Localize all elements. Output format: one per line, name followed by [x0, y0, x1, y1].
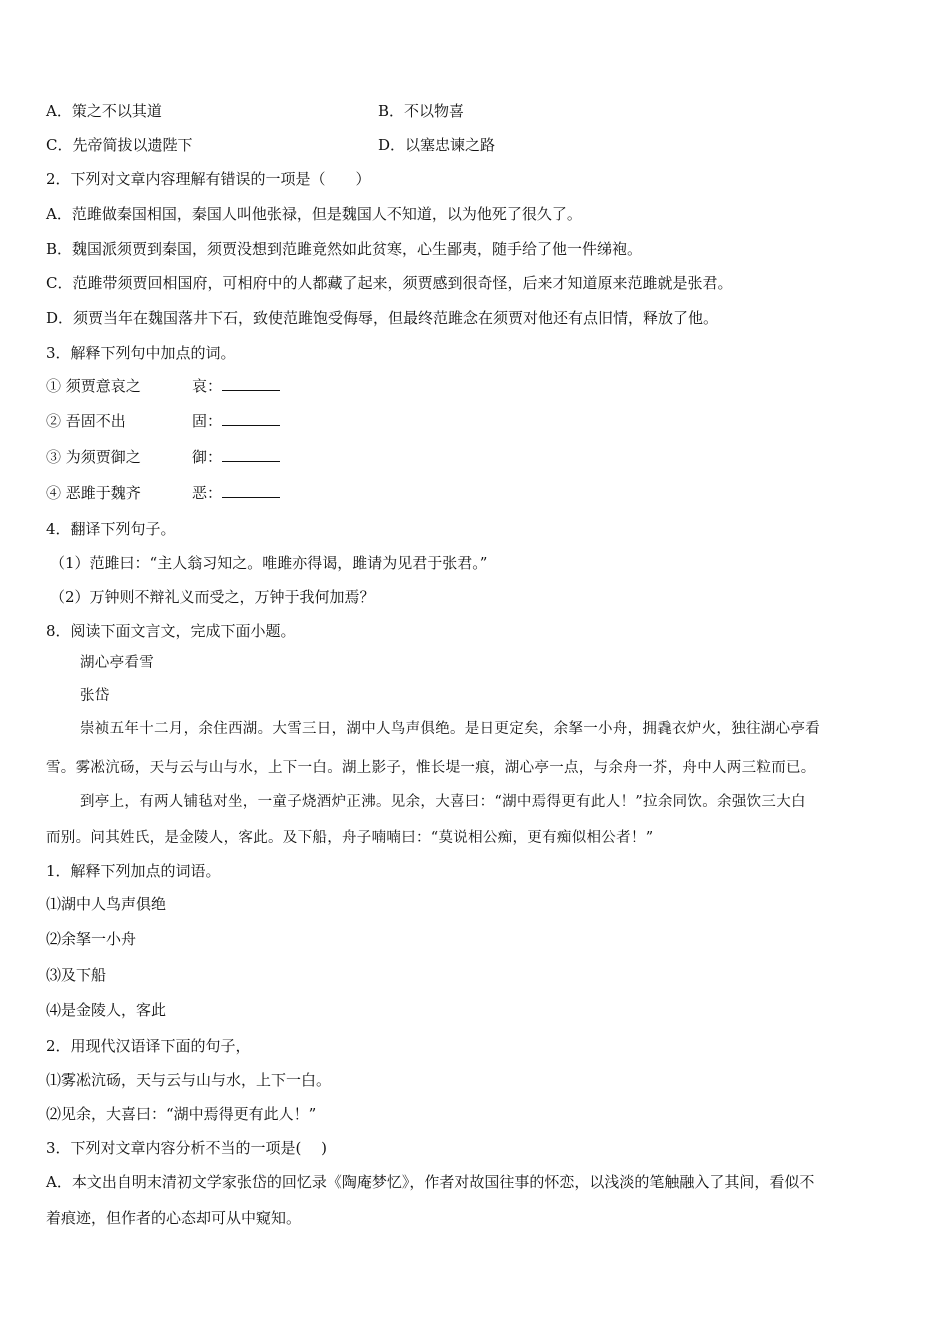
answer-blank[interactable] [222, 376, 280, 391]
q3-item-1-answer [192, 375, 280, 397]
sub1-item-3: ⑶及下船 [46, 966, 107, 984]
q2-stem: 2．下列对文章内容理解有错误的一项是（ ） [46, 170, 371, 188]
q2-option-d: D．须贾当年在魏国落井下石，致使范雎饱受侮辱，但最终范雎念在须贾对他还有点旧情，释放了他。 [46, 309, 719, 327]
q2-option-a: A．范雎做秦国相国，秦国人叫他张禄，但是魏国人不知道，以为他死了很久了。 [46, 205, 582, 223]
q4-stem: 4．翻译下列句子。 [46, 520, 176, 538]
passage-author: 张岱 [80, 688, 110, 704]
q1-option-c: C．先帝简拔以遗陛下 [46, 136, 193, 154]
sub1-stem: 1．解释下列加点的词语。 [46, 862, 221, 880]
answer-blank[interactable] [222, 483, 280, 498]
q3-item-1-word: 哀： [192, 377, 223, 395]
sub3-stem: 3．下列对文章内容分析不当的一项是( ) [46, 1139, 328, 1157]
q3-item-1-sentence: ① 须贾意哀之 [46, 377, 141, 395]
q3-item-4-sentence: ④ 恶雎于魏齐 [46, 484, 141, 502]
q1-option-d: D．以塞忠谏之路 [378, 136, 496, 154]
q3-item-4-answer [192, 482, 280, 504]
q3-item-3-sentence: ③ 为须贾御之 [46, 448, 141, 466]
q3-item-2-word: 固： [192, 412, 223, 430]
sub2-item-2: ⑵见余，大喜曰：“湖中焉得更有此人！” [46, 1105, 317, 1123]
answer-blank[interactable] [222, 411, 280, 426]
sub2-item-1: ⑴雾凇沆砀，天与云与山与水，上下一白。 [46, 1071, 332, 1089]
q3-item-2-answer [192, 410, 280, 432]
q3-item-2-sentence: ② 吾固不出 [46, 412, 126, 430]
q4-sentence-2: （2）万钟则不辩礼义而受之，万钟于我何加焉？ [50, 588, 375, 606]
passage-p1-line1: 崇祯五年十二月，余住西湖。大雪三日，湖中人鸟声俱绝。是日更定矣，余拏一小舟，拥毳衣炉火，独往湖心亭看 [80, 721, 820, 737]
passage-p2-line1: 到亭上，有两人铺毡对坐，一童子烧酒炉正沸。见余，大喜曰：“湖中焉得更有此人！”拉余同饮。余强饮三大白 [80, 794, 806, 810]
sub3-option-a-line2: 着痕迹，但作者的心态却可从中窥知。 [46, 1209, 302, 1227]
sub3-option-a-line1: A．本文出自明末清初文学家张岱的回忆录《陶庵梦忆》，作者对故国往事的怀恋，以浅淡的笔触融入了其间，看似不 [46, 1173, 815, 1191]
q4-sentence-1: （1）范雎曰：“主人翁习知之。唯雎亦得谒，雎请为见君于张君。” [50, 554, 488, 572]
q3-item-3-answer [192, 446, 280, 468]
q2-option-c: C．范雎带须贾回相国府，可相府中的人都藏了起来，须贾感到很奇怪，后来才知道原来范雎就是张君。 [46, 274, 733, 292]
sub1-item-2: ⑵余拏一小舟 [46, 930, 137, 948]
sub1-item-4: ⑷是金陵人，客此 [46, 1001, 167, 1019]
q3-stem: 3．解释下列句中加点的词。 [46, 344, 236, 362]
q3-item-3-word: 御： [192, 448, 223, 466]
passage-p2-line2: 而别。问其姓氏，是金陵人，客此。及下船，舟子喃喃曰：“莫说相公痴，更有痴似相公者！” [46, 830, 654, 846]
q8-stem: 8．阅读下面文言文，完成下面小题。 [46, 622, 296, 640]
passage-p1-line2: 雪。雾凇沆砀，天与云与山与水，上下一白。湖上影子，惟长堤一痕，湖心亭一点，与余舟一芥，舟中人两三粒而已。 [46, 760, 816, 776]
q3-item-4-word: 恶： [192, 484, 223, 502]
q1-option-a: A．策之不以其道 [46, 102, 162, 120]
answer-blank[interactable] [222, 447, 280, 462]
q1-option-b: B．不以物喜 [378, 102, 465, 120]
sub2-stem: 2．用现代汉语译下面的句子， [46, 1037, 251, 1055]
q2-option-b: B．魏国派须贾到秦国，须贾没想到范雎竟然如此贫寒，心生鄙夷，随手给了他一件绨袍。 [46, 240, 643, 258]
sub1-item-1: ⑴湖中人鸟声俱绝 [46, 895, 167, 913]
passage-title: 湖心亭看雪 [80, 655, 154, 671]
